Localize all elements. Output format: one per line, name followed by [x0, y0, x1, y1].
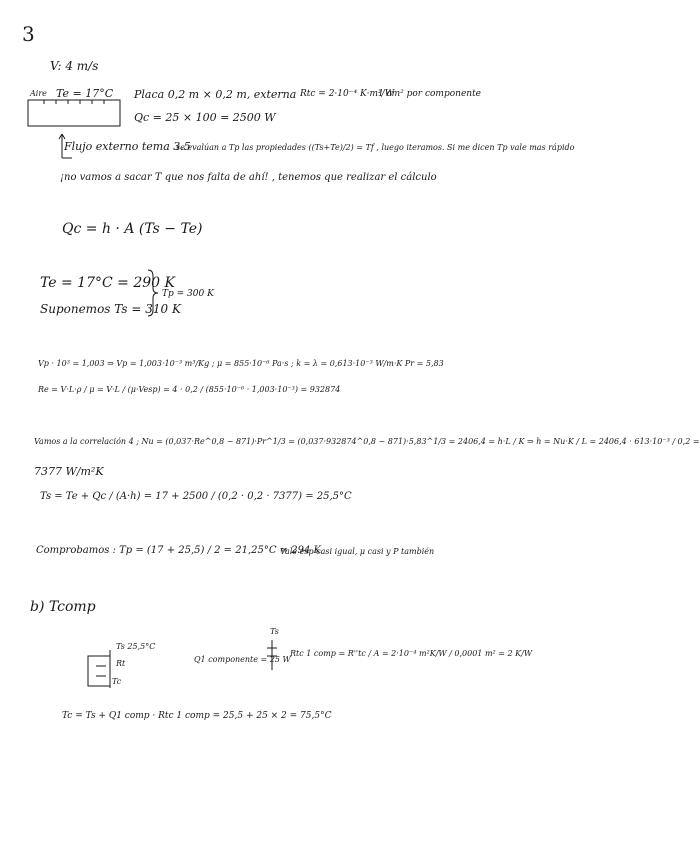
iteration-note-2: ¡no vamos a sacar T que nos falta de ahí! , tenemos que realizar el cálculo	[60, 172, 437, 183]
page-number: 3	[22, 22, 35, 46]
h-value: 7377 W/m²K	[34, 465, 104, 478]
tc-final: Tc = Ts + Q1 comp · Rtc 1 comp = 25,5 + 25 × 2 = 75,5°C	[62, 711, 332, 721]
rtc-note: 1 cm² por componente	[378, 89, 482, 99]
flow-note: Flujo externo tema 3.5	[64, 140, 191, 153]
rtc-component: Rtc 1 comp = R''tc / A = 2·10⁻⁴ m²K/W / 0,0001 m² = 2 K/W	[290, 649, 533, 658]
ts-calculation: Ts = Te + Qc / (A·h) = 17 + 2500 / (0,2 · 0,2 · 7377) = 25,5°C	[40, 491, 352, 502]
placa-label: Placa 0,2 m × 0,2 m, externa	[134, 88, 297, 101]
air-label: Aire	[30, 89, 47, 98]
tp-value: Tp = 300 K	[162, 289, 214, 299]
part-b-heading: b) Tcomp	[30, 599, 96, 615]
rtc-label: Rtc = 2·10⁻⁴ K·m²/W	[300, 89, 394, 99]
iteration-note: se evalúan a Tp las propiedades ((Ts+Te)/2) = Tf , luego iteramos. Si me dicen Tp vale mas rápido	[176, 143, 575, 152]
qc-formula: Qc = h · A (Ts − Te)	[62, 221, 203, 237]
te-value: Te = 17°C = 290 K	[40, 275, 175, 291]
correlation-line: Vamos a la correlación 4 ; Nu = (0,037·Re^0,8 − 871)·Pr^1/3 = (0,037·932874^0,8 − 871)·5,83^1/3 = 2406,4 = h·L / K ⇒ h = Nu·K / L = 2406,4 · 613·10⁻³ / 0,2 =	[34, 437, 700, 446]
properties-line: Vp · 10³ = 1,003 ⇒ Vp = 1,003·10⁻³ m³/Kg ; μ = 855·10⁻⁶ Pa·s ; k = λ = 0,613·10⁻³ W/m·K Pr = 5,83	[38, 359, 444, 368]
velocity-label: V: 4 m/s	[50, 59, 99, 73]
qc-label: Qc = 25 × 100 = 2500 W	[134, 111, 276, 124]
reynolds-line: Re = V·L·ρ / μ = V·L / (μ·Vesp) = 4 · 0,2 / (855·10⁻⁶ · 1,003·10⁻³) = 932874	[38, 385, 341, 394]
rt-label: Rt	[116, 659, 126, 668]
ts-guess: Suponemos Ts = 310 K	[40, 302, 181, 316]
ts-diagram-label: Ts 25,5°C	[116, 642, 156, 651]
check-line: Comprobamos : Tp = (17 + 25,5) / 2 = 21,25°C ≃ 294 K	[36, 545, 321, 556]
te-label: Te = 17°C	[56, 87, 114, 100]
tc-label: Tc	[112, 677, 122, 686]
q-component: Q1 componente = 25 W	[194, 655, 291, 664]
check-note: Vale esp casi igual, μ casi y P también	[280, 547, 435, 556]
ts-label: Ts	[270, 627, 279, 636]
